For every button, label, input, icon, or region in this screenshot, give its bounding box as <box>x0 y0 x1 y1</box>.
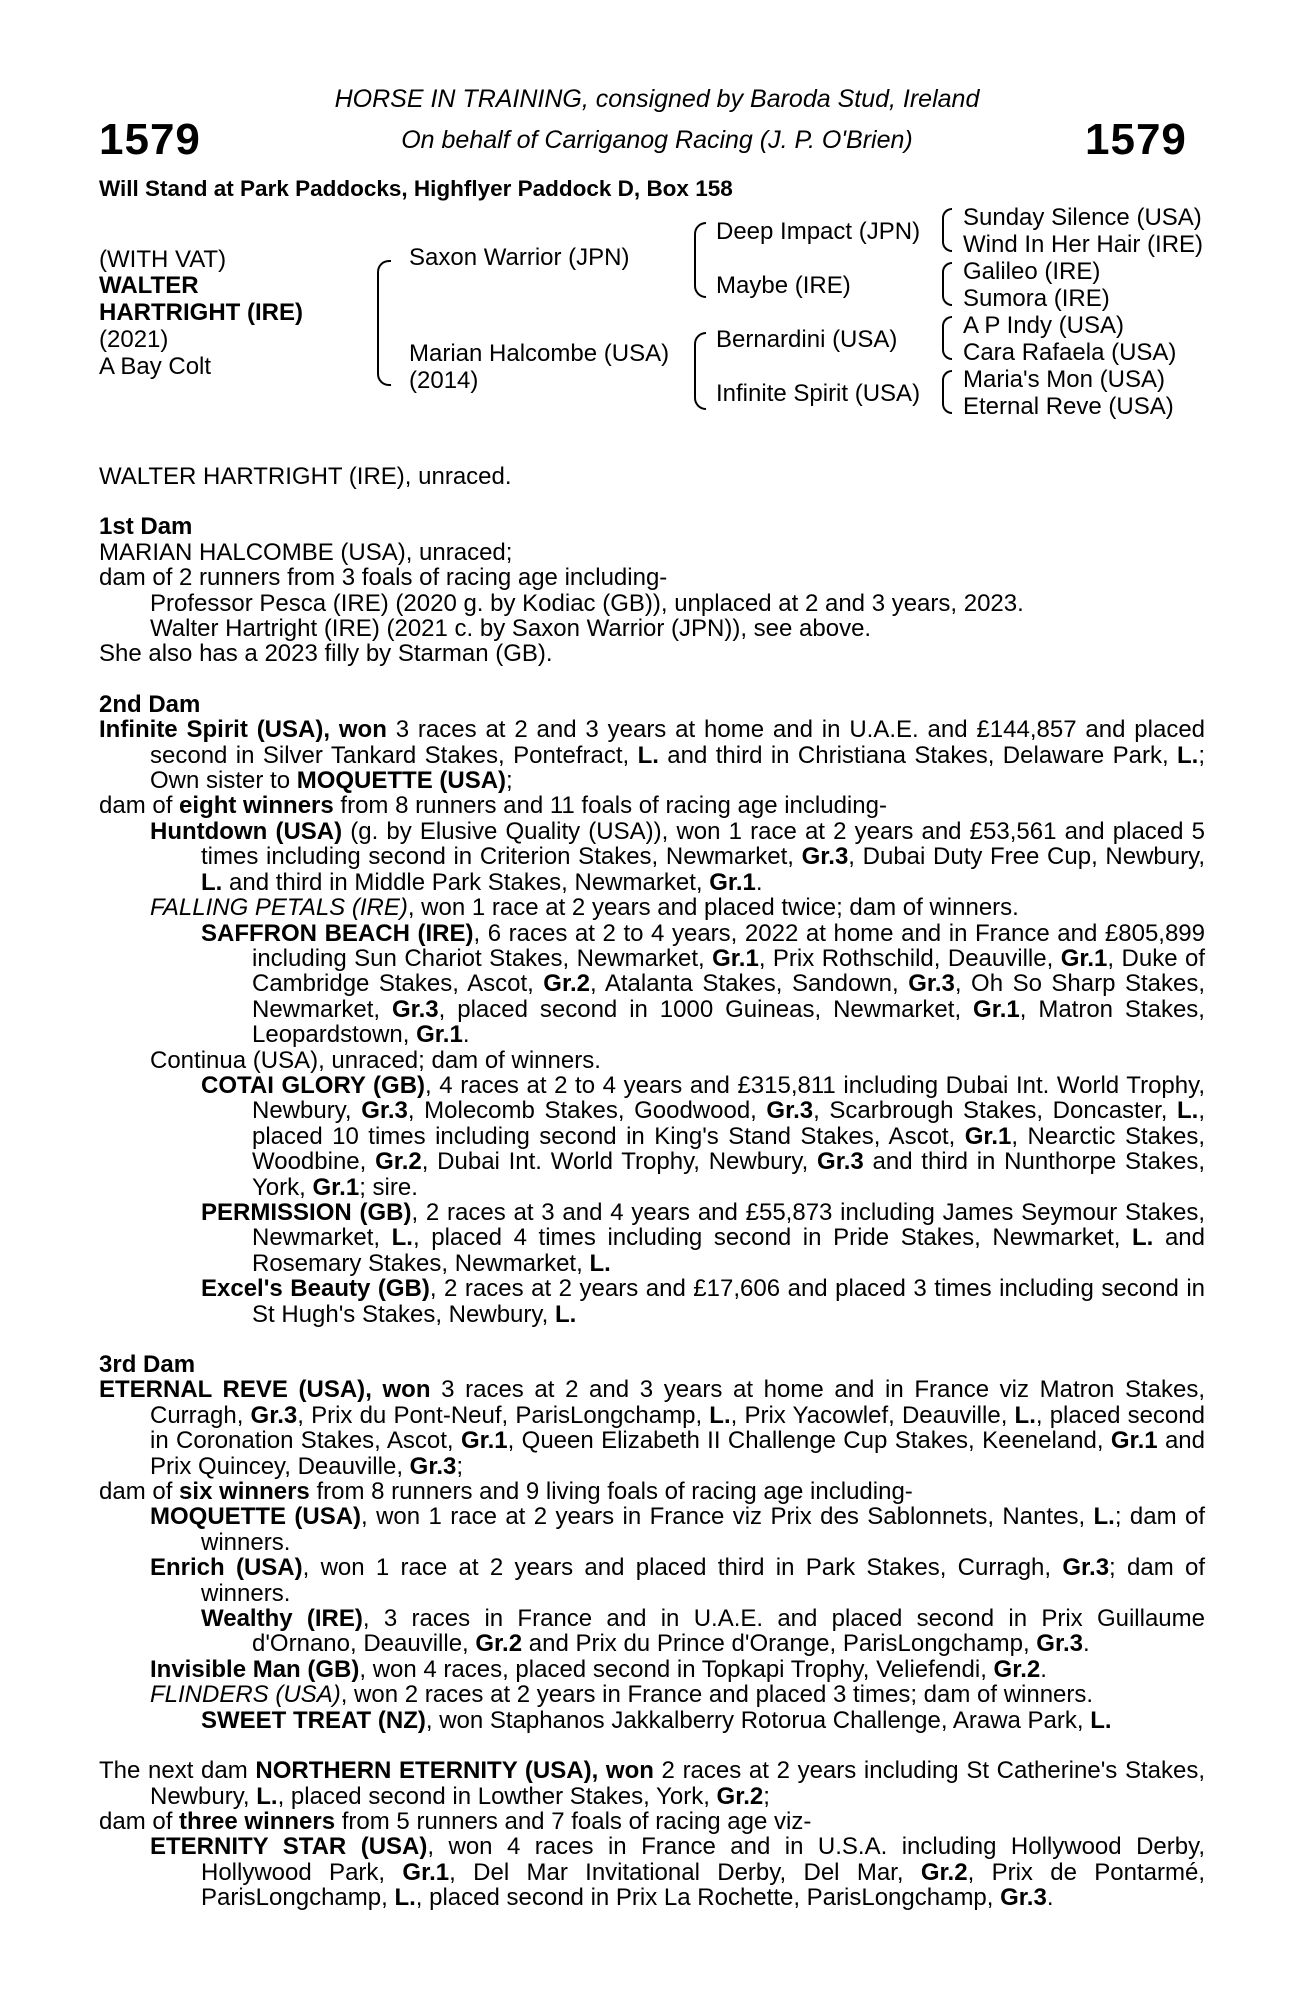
pedigree-ddd: Eternal Reve (USA) <box>963 393 1174 420</box>
pedigree-brace-main <box>377 260 391 386</box>
third-dam-produce-line: dam of six winners from 8 runners and 9 living foals of racing age including- <box>99 1478 913 1506</box>
lot-number-left: 1579 <box>99 115 201 164</box>
next-dam-entry: The next dam NORTHERN ETERNITY (USA), won 2 races at 2 years including St Catherine's Stakes, Newbury, L., placed second in Lowther Stakes, York, Gr.2; <box>99 1757 1205 1810</box>
first-dam-heading: 1st Dam <box>99 513 193 541</box>
horse-name: ETERNAL REVE (USA) <box>99 1376 366 1404</box>
produce-enrich: Enrich (USA), won 1 race at 2 years and placed third in Park Stakes, Curragh, Gr.3; dam of winners. <box>150 1554 1205 1607</box>
second-dam-heading: 2nd Dam <box>99 690 201 718</box>
produce-eternity-star: ETERNITY STAR (USA), won 4 races in France and in U.S.A. including Hollywood Derby, Hollywood Park, Gr.1, Del Mar Invitational Derby, Del Mar, Gr.2, Prix de Pontarmé, ParisLongchamp, L., placed second in Prix La Rochette, ParisLongchamp, Gr.3. <box>150 1833 1205 1912</box>
pedigree-dds: Maria's Mon (USA) <box>963 366 1165 393</box>
horse-name: NORTHERN ETERNITY (USA) <box>255 1757 592 1785</box>
third-dam-entry: ETERNAL REVE (USA), won 3 races at 2 and 3 years at home and in France viz Matron Stakes, Curragh, Gr.3, Prix du Pont-Neuf, ParisLongchamp, L., Prix Yacowlef, Deauville, L., placed second in Coronation Stakes, Ascot, Gr.1, Queen Elizabeth II Challenge Cup Stakes, Keeneland, Gr.1 and Prix Quincey, Deauville, Gr.3; <box>99 1376 1206 1480</box>
horse-name: Huntdown (USA) <box>150 817 343 845</box>
produce-saffron-beach: SAFFRON BEACH (IRE), 6 races at 2 to 4 years, 2022 at home and in France and £805,899 including Sun Chariot Stakes, Newmarket, Gr.1, Prix Rothschild, Deauville, Gr.1, Duke of Cambridge Stakes, Ascot, Gr.2, Atalanta Stakes, Sandown, Gr.3, Oh So Sharp Stakes, Newmarket, Gr.3, placed second in 1000 Guineas, Newmarket, Gr.1, Matron Stakes, Leopardstown, Gr.1. <box>201 919 1206 1049</box>
consignment-line: HORSE IN TRAINING, consigned by Baroda Stud, Ireland <box>334 85 980 113</box>
produce-huntdown: Huntdown (USA) (g. by Elusive Quality (USA)), won 1 race at 2 years and £53,561 and placed 5 times including second in Criterion Stakes, Newmarket, Gr.3, Dubai Duty Free Cup, Newbury, L. and third in Middle Park Stakes, Newmarket, Gr.1. <box>150 817 1205 896</box>
horse-name: FLINDERS (USA) <box>150 1681 341 1709</box>
horse-year: (2021) <box>99 326 169 353</box>
first-dam-foal-note: She also has a 2023 filly by Starman (GB). <box>99 640 553 668</box>
pedigree-brace-dam <box>694 332 706 410</box>
pedigree-brace-sire <box>694 222 706 298</box>
second-dam-entry: Infinite Spirit (USA), won 3 races at 2 and 3 years at home and in U.A.E. and £144,857 and placed second in Silver Tankard Stakes, Pontefract, L. and third in Christiana Stakes, Delaware Park, L.; Own sister to MOQUETTE (USA); <box>99 716 1206 795</box>
horse-name: SWEET TREAT (NZ) <box>201 1706 426 1734</box>
horse-name-line2: HARTRIGHT (IRE) <box>99 299 303 326</box>
horse-description: A Bay Colt <box>99 353 212 380</box>
produce-sweet-treat: SWEET TREAT (NZ), won Staphanos Jakkalberry Rotorua Challenge, Arawa Park, L. <box>201 1706 1112 1734</box>
pedigree-ssd: Wind In Her Hair (IRE) <box>963 231 1204 258</box>
horse-name: Enrich (USA) <box>150 1554 303 1582</box>
pedigree-brace-sd <box>942 262 952 306</box>
horse-name: FALLING PETALS (IRE) <box>150 894 408 922</box>
horse-name: Infinite Spirit (USA) <box>99 716 324 744</box>
catalogue-body <box>99 464 1205 1911</box>
horse-name: ETERNITY STAR (USA) <box>150 1833 428 1861</box>
pedigree-sire-sire: Deep Impact (JPN) <box>716 218 921 245</box>
produce-walter-hartright: Walter Hartright (IRE) (2021 c. by Saxon Warrior (JPN)), see above. <box>150 615 872 643</box>
horse-name: SAFFRON BEACH (IRE) <box>201 919 474 947</box>
produce-invisible-man: Invisible Man (GB), won 4 races, placed second in Topkapi Trophy, Veliefendi, Gr.2. <box>150 1655 1047 1683</box>
pedigree-sss: Sunday Silence (USA) <box>963 204 1202 231</box>
produce-professor-pesca: Professor Pesca (IRE) (2020 g. by Kodiac (GB)), unplaced at 2 and 3 years, 2023. <box>150 589 1024 617</box>
produce-falling-petals: FALLING PETALS (IRE), won 1 race at 2 years and placed twice; dam of winners. <box>150 894 1019 922</box>
pedigree-dam-sire: Bernardini (USA) <box>716 326 898 353</box>
pedigree-sire-dam: Maybe (IRE) <box>716 272 851 299</box>
lot-number-right: 1579 <box>1085 115 1187 164</box>
second-dam-produce-line: dam of eight winners from 8 runners and 11 foals of racing age including- <box>99 792 887 820</box>
produce-continua: Continua (USA), unraced; dam of winners. <box>150 1046 601 1074</box>
horse-name: PERMISSION (GB) <box>201 1198 412 1226</box>
pedigree-brace-ss <box>942 208 952 252</box>
horse-name: Invisible Man (GB) <box>150 1655 360 1683</box>
first-dam-produce-line: dam of 2 runners from 3 foals of racing age including- <box>99 564 668 592</box>
produce-cotai-glory: COTAI GLORY (GB), 4 races at 2 to 4 years and £315,811 including Dubai Int. World Trophy, Newbury, Gr.3, Molecomb Stakes, Goodwood, Gr.3, Scarbrough Stakes, Doncaster, L., placed 10 times including second in King's Stand Stakes, Ascot, Gr.1, Nearctic Stakes, Woodbine, Gr.2, Dubai Int. World Trophy, Newbury, Gr.3 and third in Nunthorpe Stakes, York, Gr.1; sire. <box>201 1071 1206 1201</box>
pedigree-sire: Saxon Warrior (JPN) <box>409 244 630 271</box>
pedigree-dam-dam: Infinite Spirit (USA) <box>716 380 921 407</box>
pedigree-brace-dd <box>942 370 952 414</box>
produce-wealthy: Wealthy (IRE), 3 races in France and in U.A.E. and placed second in Prix Guillaume d'Ornano, Deauville, Gr.2 and Prix du Prince d'Orange, ParisLongchamp, Gr.3. <box>201 1605 1205 1658</box>
pedigree-dam-year: (2014) <box>409 367 479 394</box>
horse-name: MOQUETTE (USA) <box>150 1503 362 1531</box>
pedigree-dsd: Cara Rafaela (USA) <box>963 339 1177 366</box>
pedigree-dam: Marian Halcombe (USA) <box>409 340 670 367</box>
horse-name-line1: WALTER <box>99 272 199 299</box>
produce-excels-beauty: Excel's Beauty (GB), 2 races at 2 years and £17,606 and placed 3 times including second in St Hugh's Stakes, Newbury, L. <box>201 1275 1205 1328</box>
pedigree-brace-ds <box>942 316 952 360</box>
horse-name: Excel's Beauty (GB) <box>201 1275 430 1303</box>
pedigree-sds: Galileo (IRE) <box>963 258 1101 285</box>
next-dam-produce-line: dam of three winners from 5 runners and 7 foals of racing age viz- <box>99 1807 812 1835</box>
first-dam-line: MARIAN HALCOMBE (USA), unraced; <box>99 538 513 566</box>
intro-line: WALTER HARTRIGHT (IRE), unraced. <box>99 463 512 490</box>
on-behalf-line: On behalf of Carriganog Racing (J. P. O'Brien) <box>401 126 913 154</box>
horse-name: Wealthy (IRE) <box>201 1605 363 1633</box>
vat-note: (WITH VAT) <box>99 246 227 273</box>
horse-name: COTAI GLORY (GB) <box>201 1071 426 1099</box>
pedigree-sdd: Sumora (IRE) <box>963 285 1110 312</box>
stand-location: Will Stand at Park Paddocks, Highflyer Paddock D, Box 158 <box>99 176 733 201</box>
pedigree-dss: A P Indy (USA) <box>963 312 1124 339</box>
produce-flinders: FLINDERS (USA), won 2 races at 2 years in France and placed 3 times; dam of winners. <box>150 1681 1094 1709</box>
produce-moquette: MOQUETTE (USA), won 1 race at 2 years in France viz Prix des Sablonnets, Nantes, L.; dam of winners. <box>150 1503 1205 1556</box>
third-dam-heading: 3rd Dam <box>99 1351 196 1378</box>
produce-permission: PERMISSION (GB), 2 races at 3 and 4 years and £55,873 including James Seymour Stakes, Newmarket, L., placed 4 times including second in Pride Stakes, Newmarket, L. and Rosemary Stakes, Newmarket, L. <box>201 1198 1205 1277</box>
